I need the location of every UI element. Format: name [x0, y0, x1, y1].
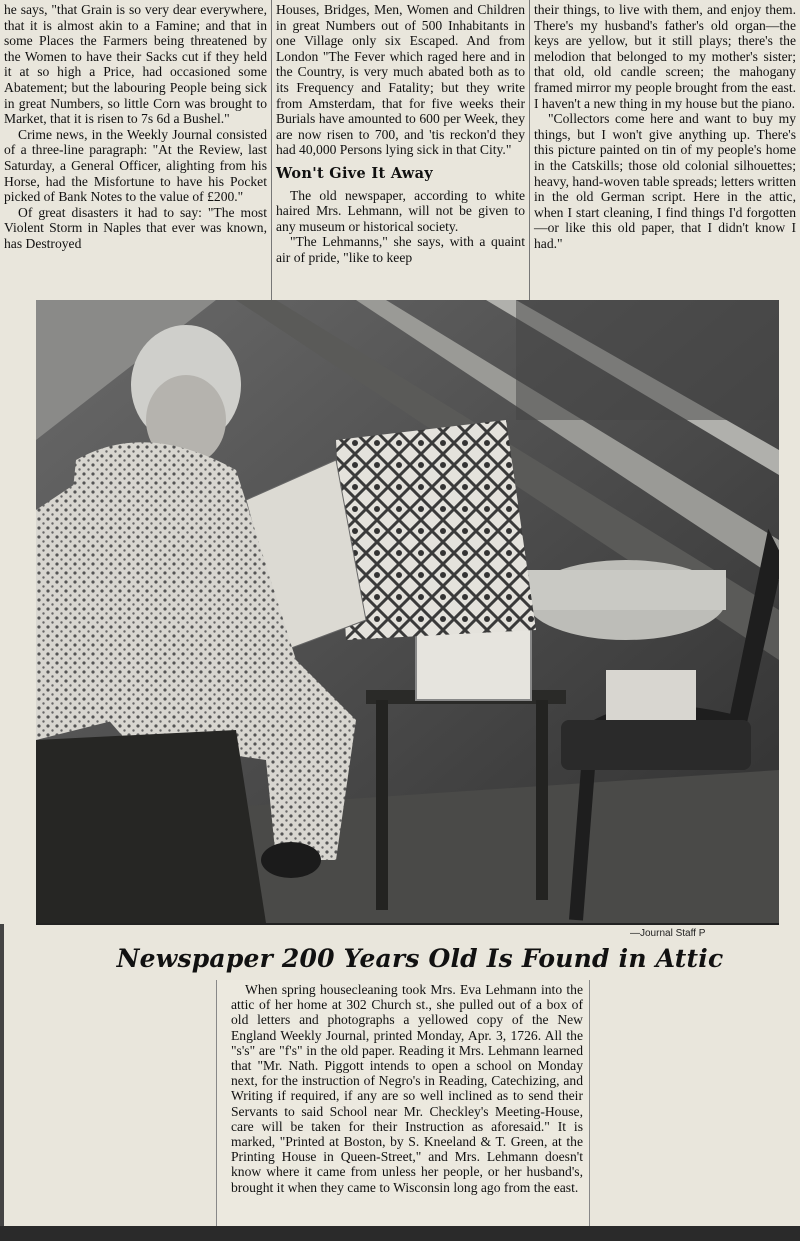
article-column-2	[272, 0, 530, 325]
subheading: Won't Give It Away	[276, 164, 433, 182]
column2-paragraph: The old newspaper, according to white haired Mrs. Lehmann, will not be given to any museum or historical society.	[276, 187, 525, 234]
column1-paragraph: he says, "that Grain is so very dear everywhere, that it is almost akin to a Famine; and that in some Places the Farmers being threatened by the Women to have their Sacks cut if they held it at so high a Price, had occasioned some Abatement; but the labouring People being sick in great Numbers, so little Corn was brought to Market, that it is risen to 7s 6d a Bushel."	[4, 2, 267, 127]
headline: Newspaper 200 Years Old Is Found in Attic	[116, 944, 724, 973]
photo-illustration	[36, 300, 779, 923]
attic-photograph	[36, 300, 779, 925]
column3-paragraph: their things, to live with them, and enjoy them. There's my husband's father's old organ—the keys are yellow, but it still plays; there's the melodion that belonged to my mother's sister; that old, old candle screen; the mahogany framed mirror my people brought from the east. I haven't a new thing in my house but the piano.	[534, 2, 796, 111]
column1-paragraph: Crime news, in the Weekly Journal consisted of a three-line paragraph: "At the Review, last Saturday, a General Officer, alighting from his Horse, had the Misfortune to have his Pocket picked of Bank Notes to the value of £200."	[4, 126, 267, 205]
scan-background	[0, 1226, 800, 1241]
photo-credit: —Journal Staff P	[630, 928, 706, 939]
article-column-3	[530, 0, 800, 302]
column2-paragraph: "The Lehmanns," she says, with a quaint air of pride, "like to keep	[276, 234, 525, 265]
body-paragraph: When spring housecleaning took Mrs. Eva Lehmann into the attic of her home at 302 Church st., she pulled out of a box of old letters and photographs a yellowed copy of the New England Weekly Journal, printed Monday, Apr. 3, 1726. All the "s's" are "f's" in the old paper. Reading it Mrs. Lehmann learned that "Mr. Nath. Piggott intends to open a school on Monday next, for the instruction of Negro's in Reading, Catechizing, and Writing if required, if any are so well inclined as to send their Servants to said School near Mr. Checkley's Meeting-House, care will be taken for their Instruction as aforesaid." It is marked, "Printed at Boston, by S. Kneeland & T. Green, at the Printing House in Queen-Street," and Mrs. Lehmann doesn't know where it came from unless her people, or her husband's, brought it when they came to Wisconsin long ago from the east.	[231, 982, 583, 1195]
article-column-1	[0, 0, 272, 300]
column1-paragraph: Of great disasters it had to say: "The most Violent Storm in Naples that ever was known, has Destroyed	[4, 204, 267, 251]
article-body	[216, 980, 590, 1226]
column2-paragraph: Houses, Bridges, Men, Women and Children in great Numbers out of 500 Inhabitants in one Village only six Escaped. And from London "The Fever which raged here and in the Country, is very much abated both as to its Frequency and Fatality; but they write from Amsterdam, that for five weeks their Burials have amounted to 600 per Week, they are now risen to 700, and 'tis reckon'd they had 40,000 Persons lying sick in that City."	[276, 2, 525, 158]
column3-paragraph: "Collectors come here and want to buy my things, but I won't give anything up. There's this picture painted on tin of my people's home in the Catskills; those old colonial silhouettes; heavy, hand-woven table spreads; letters written in the old German script. Here in the attic, when I start cleaning, I find things I'd forgotten—or like this old paper, that I didn't know I had."	[534, 111, 796, 251]
scan-edge	[0, 924, 4, 1226]
